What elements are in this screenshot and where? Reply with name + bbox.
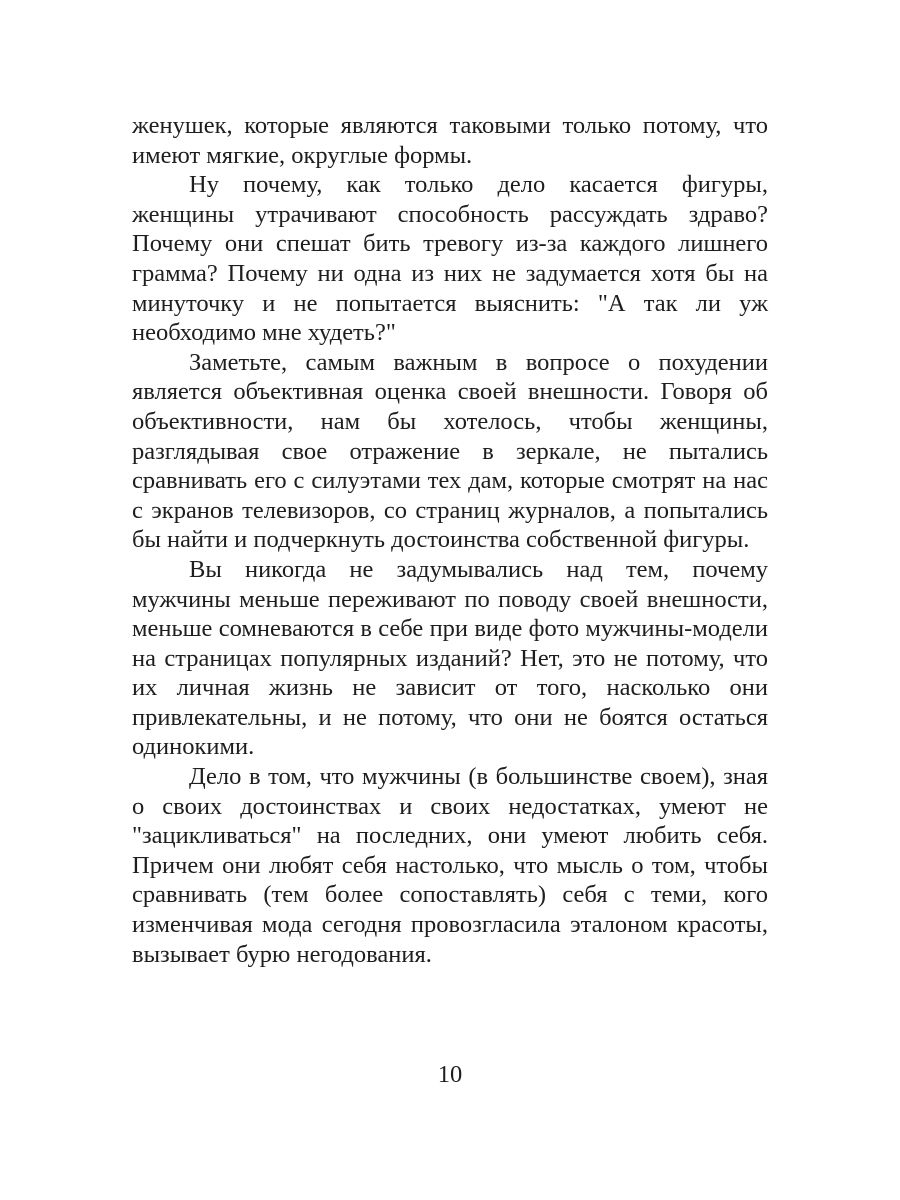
paragraph: Вы никогда не задумывались над тем, почему мужчины меньше переживают по поводу своей внешности, меньше сомневаются в себе при виде фото мужчины-модели на страницах популярных изданий? Нет, это не потому, что их личная жизнь не зависит от того, насколько они привлекательны, и не потому, что они не боятся остаться одинокими. bbox=[132, 555, 768, 761]
page-number: 10 bbox=[437, 1061, 463, 1088]
body-text bbox=[132, 111, 768, 969]
paragraph: Дело в том, что мужчины (в большинстве своем), зная о своих достоинствах и своих недостатках, умеют не "зацикливаться" на последних, они умеют любить себя. Причем они любят себя настолько, что мысль о том, чтобы сравнивать (тем более сопоставлять) себя с теми, кого изменчивая мода сегодня провозгласила эталоном красоты, вызывает бурю негодования. bbox=[132, 763, 768, 968]
paragraph-continued: женушек, которые являются таковыми только потому, что имеют мягкие, округлые формы. bbox=[132, 112, 768, 169]
paragraph: Ну почему, как только дело касается фигуры, женщины утрачивают способность рассуждать здраво? Почему они спешат бить тревогу из-за каждого лишнего грамма? Почему ни одна из них не задумается хотя бы на минуточку и не попытается выяснить: "А так ли уж необходимо мне худеть?" bbox=[132, 171, 768, 347]
paragraph: Заметьте, самым важным в вопросе о похудении является объективная оценка своей внешности. Говоря об объективности, нам бы хотелось, чтобы женщины, разглядывая свое отражение в зеркале, не пытались сравнивать его с силуэтами тех дам, которые смотрят на нас с экранов телевизоров, со страниц журналов, а попытались бы найти и подчеркнуть достоинства собственной фигуры. bbox=[132, 348, 768, 554]
